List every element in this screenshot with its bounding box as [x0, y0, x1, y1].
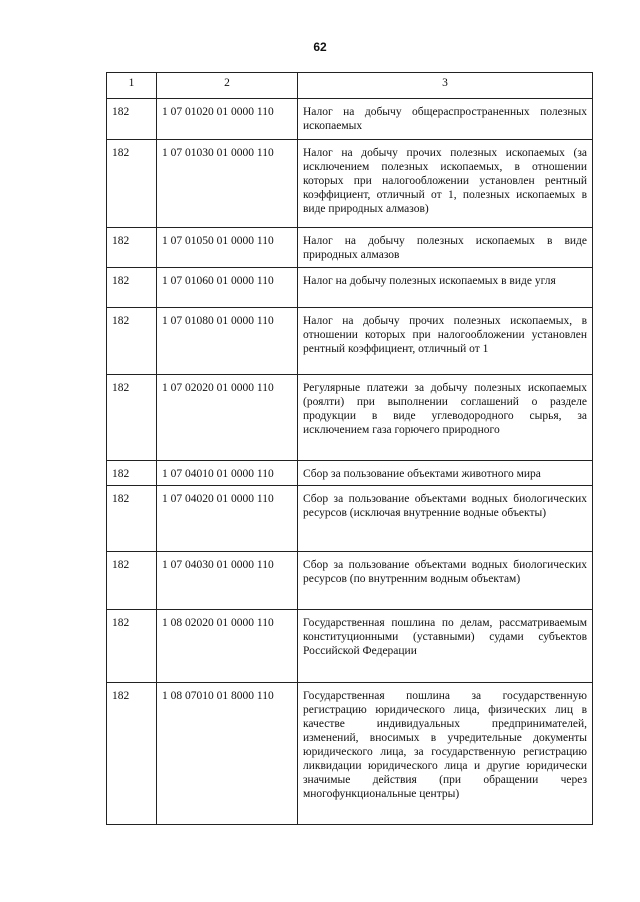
revenue-name-cell: Регулярные платежи за добычу полезных ископаемых (роялти) при выполнении соглашений о разделе продукции в виде углеводородного сырья, за исключением газа горючего природного — [298, 375, 593, 461]
admin-code-cell: 182 — [107, 140, 157, 228]
admin-code-cell: 182 — [107, 228, 157, 268]
table-row — [107, 268, 593, 308]
revenue-name-cell: Налог на добычу полезных ископаемых в виде природных алмазов — [298, 228, 593, 268]
admin-code-cell: 182 — [107, 268, 157, 308]
table-header-row — [107, 73, 593, 99]
budget-code-cell: 1 07 04020 01 0000 110 — [157, 486, 298, 552]
revenue-name-cell: Сбор за пользование объектами водных биологических ресурсов (исключая внутренние водные объекты) — [298, 486, 593, 552]
table-row — [107, 461, 593, 486]
table-row — [107, 683, 593, 825]
revenue-codes-table — [106, 72, 593, 825]
budget-code-cell: 1 07 02020 01 0000 110 — [157, 375, 298, 461]
budget-code-cell: 1 07 04010 01 0000 110 — [157, 461, 298, 486]
admin-code-cell: 182 — [107, 486, 157, 552]
revenue-name-cell: Налог на добычу прочих полезных ископаемых, в отношении которых при налогообложении установлен рентный коэффициент, отличный от 1 — [298, 308, 593, 375]
admin-code-cell: 182 — [107, 375, 157, 461]
table-row — [107, 140, 593, 228]
revenue-name-cell: Государственная пошлина по делам, рассматриваемым конституционными (уставными) судами субъектов Российской Федерации — [298, 610, 593, 683]
budget-code-cell: 1 07 04030 01 0000 110 — [157, 552, 298, 610]
revenue-name-cell: Государственная пошлина за государственную регистрацию юридического лица, физических лиц в качестве индивидуальных предпринимателей, изменений, вносимых в учредительные документы юридического лица, за государственную регистрацию ликвидации юридического лица и другие юридически значимые действия (при обращении через многофункциональные центры) — [298, 683, 593, 825]
admin-code-cell: 182 — [107, 683, 157, 825]
admin-code-cell: 182 — [107, 610, 157, 683]
table-row — [107, 375, 593, 461]
column-header-1: 1 — [107, 73, 157, 99]
table-row — [107, 228, 593, 268]
table-row — [107, 308, 593, 375]
admin-code-cell: 182 — [107, 99, 157, 140]
revenue-name-cell: Налог на добычу общераспространенных полезных ископаемых — [298, 99, 593, 140]
budget-code-cell: 1 07 01050 01 0000 110 — [157, 228, 298, 268]
budget-code-cell: 1 08 02020 01 0000 110 — [157, 610, 298, 683]
budget-code-cell: 1 07 01030 01 0000 110 — [157, 140, 298, 228]
budget-code-cell: 1 07 01060 01 0000 110 — [157, 268, 298, 308]
column-header-2: 2 — [157, 73, 298, 99]
column-header-3: 3 — [298, 73, 593, 99]
budget-code-cell: 1 07 01020 01 0000 110 — [157, 99, 298, 140]
table-row — [107, 486, 593, 552]
admin-code-cell: 182 — [107, 552, 157, 610]
table-row — [107, 610, 593, 683]
budget-code-cell: 1 07 01080 01 0000 110 — [157, 308, 298, 375]
table-row — [107, 552, 593, 610]
revenue-name-cell: Сбор за пользование объектами животного мира — [298, 461, 593, 486]
budget-code-cell: 1 08 07010 01 8000 110 — [157, 683, 298, 825]
admin-code-cell: 182 — [107, 461, 157, 486]
admin-code-cell: 182 — [107, 308, 157, 375]
revenue-name-cell: Налог на добычу полезных ископаемых в виде угля — [298, 268, 593, 308]
revenue-name-cell: Сбор за пользование объектами водных биологических ресурсов (по внутренним водным объектам) — [298, 552, 593, 610]
revenue-name-cell: Налог на добычу прочих полезных ископаемых (за исключением полезных ископаемых, в отношении которых при налогообложении установлен рентный коэффициент, отличный от 1, полезных ископаемых в виде природных алмазов) — [298, 140, 593, 228]
page-number: 62 — [313, 40, 327, 54]
table-row — [107, 99, 593, 140]
